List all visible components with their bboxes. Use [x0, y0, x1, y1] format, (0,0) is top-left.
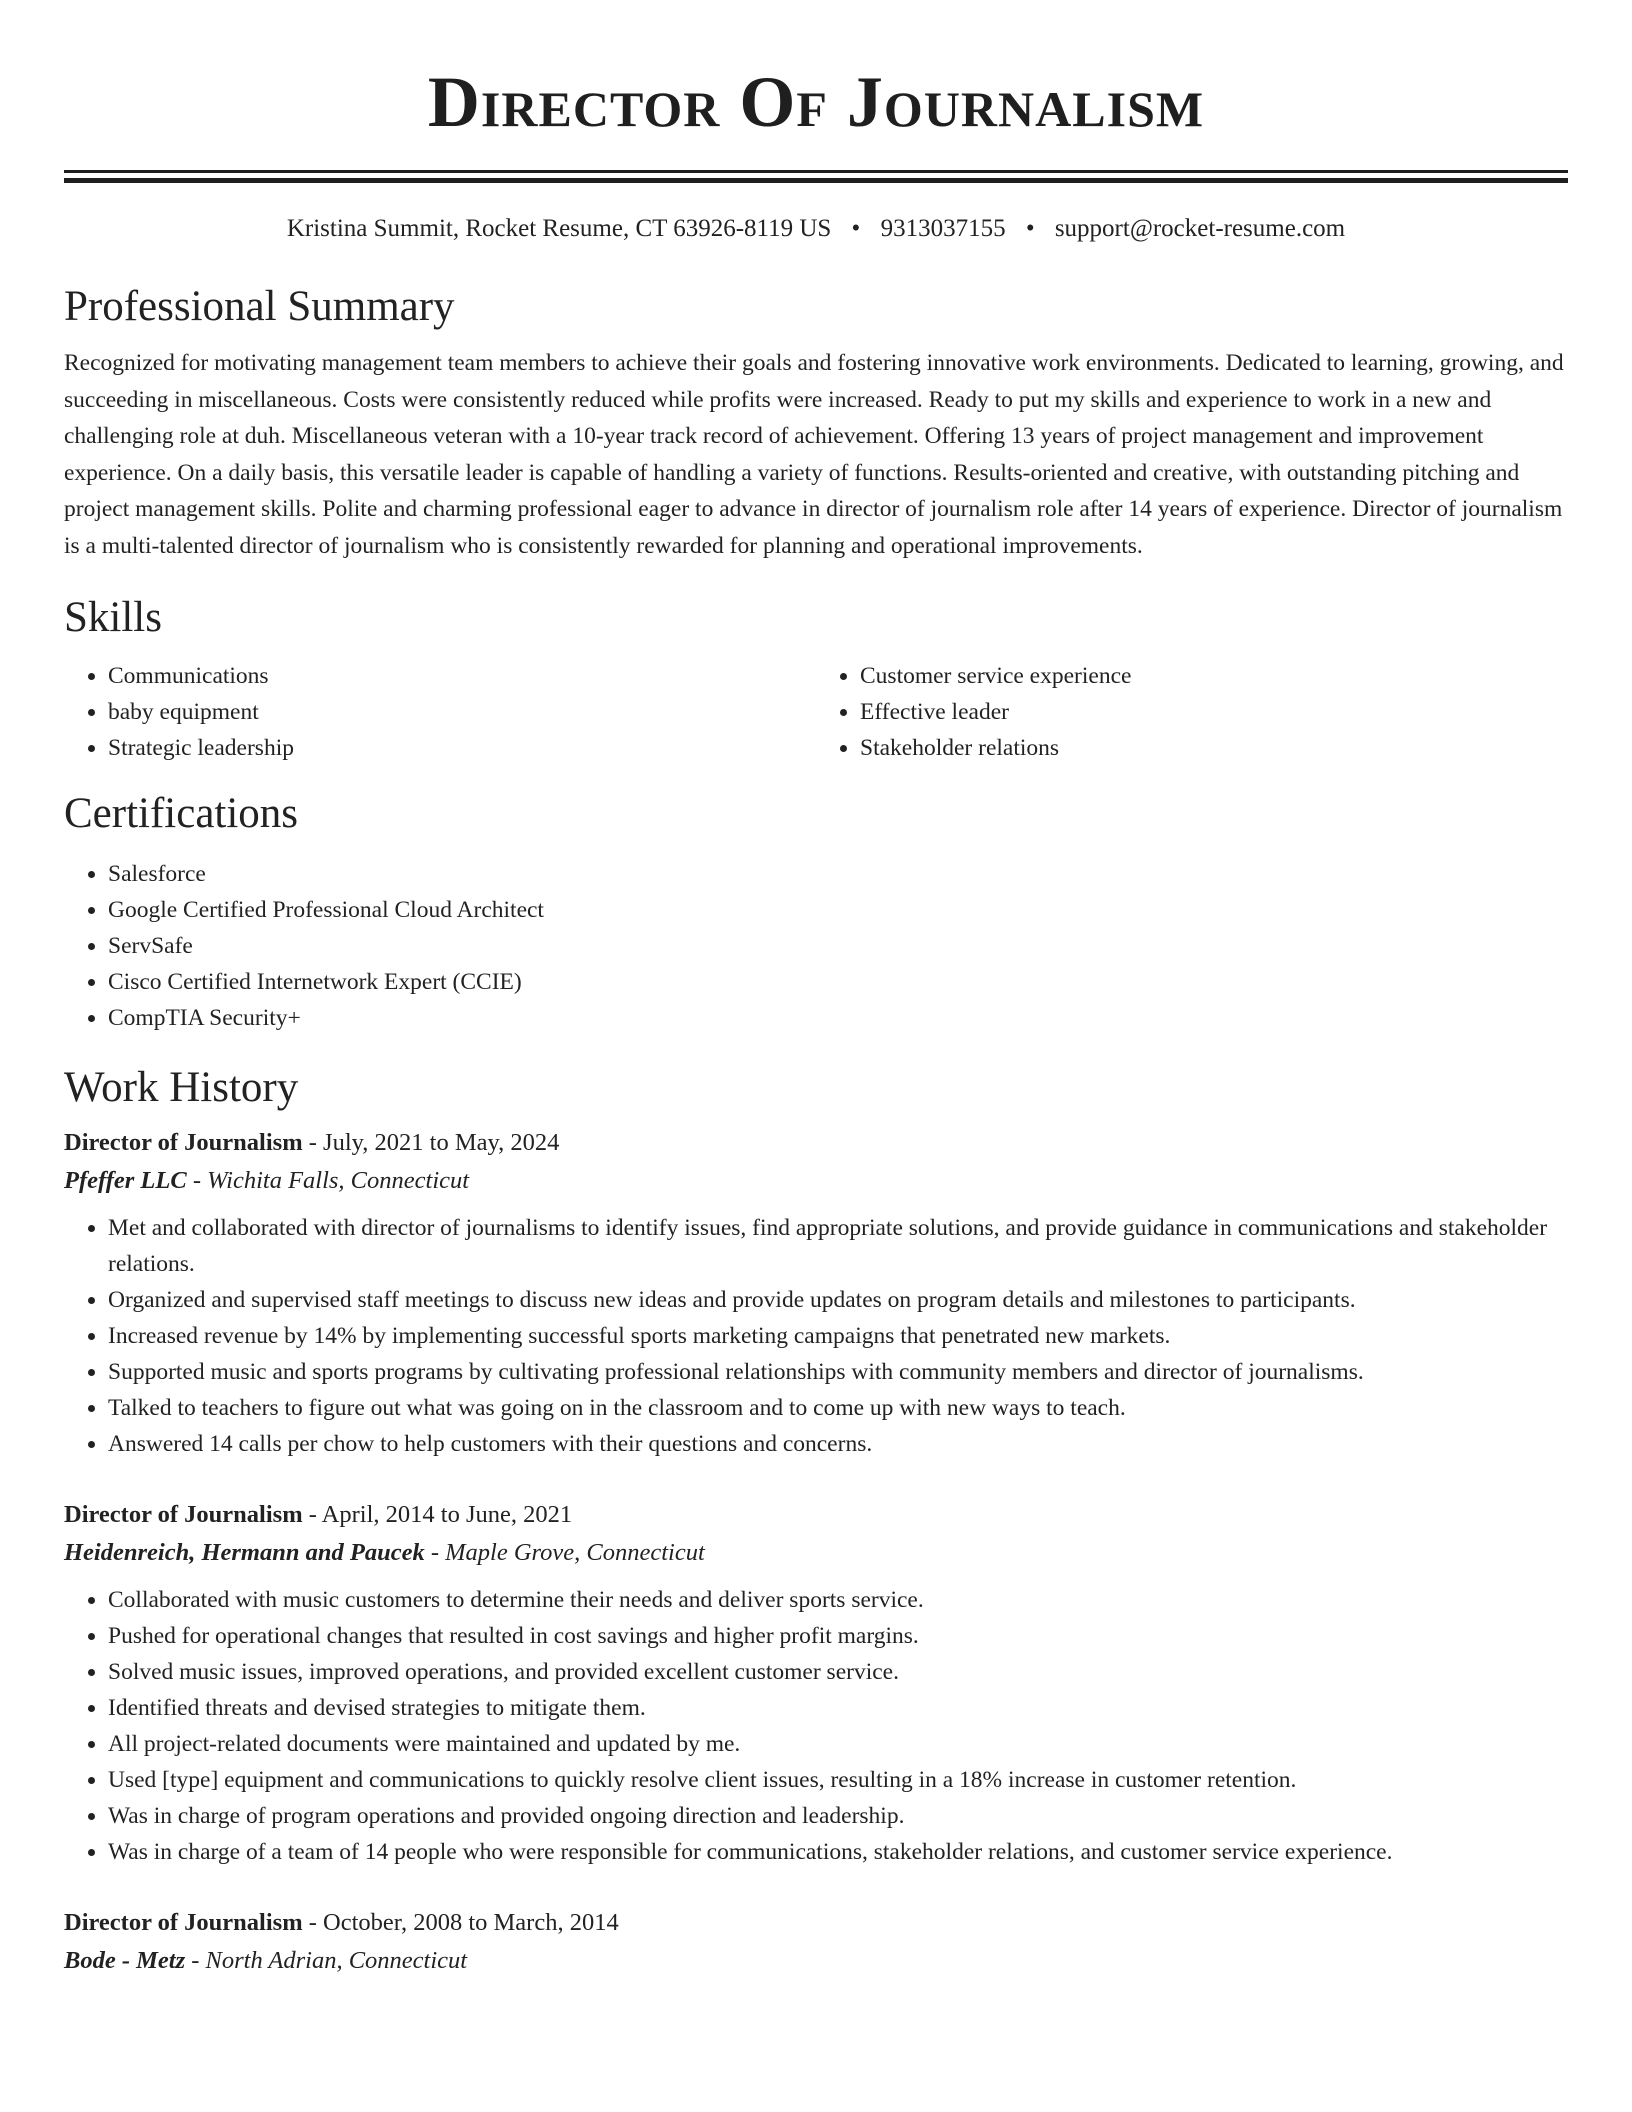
- job-entry: [64, 1124, 1568, 1462]
- job-title-line: [64, 1496, 1568, 1534]
- skill-item: • Customer service experience: [860, 658, 1568, 694]
- contact-email: support@rocket-resume.com: [1054, 215, 1346, 242]
- job-bullet: • Collaborated with music customers to determine their needs and deliver sports service.: [108, 1582, 1568, 1618]
- company-location: - North Adrian, Connecticut: [185, 1947, 468, 1974]
- skill-item: • baby equipment: [108, 694, 816, 730]
- contact-separator: •: [1025, 215, 1035, 242]
- job-dates: - October, 2008 to March, 2014: [302, 1909, 619, 1936]
- certification-item: • CompTIA Security+: [108, 1000, 1568, 1036]
- contact-line: [64, 213, 1568, 245]
- job-bullet: • Was in charge of program operations and provided ongoing direction and leadership.: [108, 1798, 1568, 1834]
- company-line: [64, 1942, 1568, 1980]
- job-bullet: • Increased revenue by 14% by implementing successful sports marketing campaigns that penetrated new markets.: [108, 1318, 1568, 1354]
- job-bullet: • All project-related documents were maintained and updated by me.: [108, 1726, 1568, 1762]
- company-location: - Maple Grove, Connecticut: [424, 1539, 705, 1566]
- job-title-line: [64, 1124, 1568, 1162]
- job-bullet: • Talked to teachers to figure out what was going on in the classroom and to come up with new ways to teach.: [108, 1390, 1568, 1426]
- skills-list: [64, 658, 1568, 766]
- contact-address: Kristina Summit, Rocket Resume, CT 63926-8119 US: [286, 215, 832, 242]
- section-heading-work-history: Work History: [64, 1064, 299, 1111]
- section-heading-certifications: Certifications: [64, 790, 299, 837]
- section-heading-summary: Professional Summary: [64, 283, 455, 330]
- company-line: [64, 1534, 1568, 1572]
- company-line: [64, 1162, 1568, 1200]
- job-bullet: • Organized and supervised staff meetings to discuss new ideas and provide updates on program details and milestones to participants.: [108, 1282, 1568, 1318]
- job-title: Director of Journalism: [64, 1129, 303, 1156]
- job-bullet: • Met and collaborated with director of journalisms to identify issues, find appropriate solutions, and provide guidance in communications and stakeholder relations.: [108, 1210, 1568, 1282]
- skill-item: • Effective leader: [860, 694, 1568, 730]
- job-bullet: • Supported music and sports programs by cultivating professional relationships with community members and director of journalisms.: [108, 1354, 1568, 1390]
- job-bullet: • Pushed for operational changes that resulted in cost savings and higher profit margins.: [108, 1618, 1568, 1654]
- certification-item: • Salesforce: [108, 856, 1568, 892]
- contact-phone: 9313037155: [880, 215, 1006, 242]
- company-name: Pfeffer LLC: [64, 1167, 187, 1194]
- certification-item: • Cisco Certified Internetwork Expert (CCIE): [108, 964, 1568, 1000]
- header-divider: [64, 170, 1568, 183]
- certification-item: • ServSafe: [108, 928, 1568, 964]
- skill-item: • Communications: [108, 658, 816, 694]
- summary-text: Recognized for motivating management team members to achieve their goals and fostering innovative work environments. Dedicated to learning, growing, and succeeding in miscellaneous. Costs were consistently reduced while profits were increased. Ready to put my skills and experience to work in a new and challenging role at duh. Miscellaneous veteran with a 10-year track record of achievement. Offering 13 years of project management and improvement experience. On a daily basis, this versatile leader is capable of handling a variety of functions. Results-oriented and creative, with outstanding pitching and project management skills. Polite and charming professional eager to advance in director of journalism role after 14 years of experience. Director of journalism is a multi-talented director of journalism who is consistently rewarded for planning and operational improvements.: [64, 350, 1564, 559]
- job-entry: [64, 1496, 1568, 1870]
- job-bullet: • Was in charge of a team of 14 people who were responsible for communications, stakeholder relations, and customer service experience.: [108, 1834, 1568, 1870]
- job-entry: [64, 1904, 1568, 1980]
- certifications-list: [64, 856, 1568, 1036]
- certification-item: • Google Certified Professional Cloud Architect: [108, 892, 1568, 928]
- job-bullets: [64, 1582, 1568, 1870]
- job-bullet: • Identified threats and devised strategies to mitigate them.: [108, 1690, 1568, 1726]
- job-title: Director of Journalism: [64, 1909, 303, 1936]
- skill-item: • Strategic leadership: [108, 730, 816, 766]
- skill-item: • Stakeholder relations: [860, 730, 1568, 766]
- job-bullet: • Solved music issues, improved operations, and provided excellent customer service.: [108, 1654, 1568, 1690]
- job-title-line: [64, 1904, 1568, 1942]
- company-name: Heidenreich, Hermann and Paucek: [64, 1539, 425, 1566]
- section-heading-skills: Skills: [64, 594, 162, 641]
- company-name: Bode - Metz: [64, 1947, 186, 1974]
- job-dates: - April, 2014 to June, 2021: [302, 1501, 573, 1528]
- job-bullets: [64, 1210, 1568, 1462]
- job-dates: - July, 2021 to May, 2024: [302, 1129, 560, 1156]
- company-location: - Wichita Falls, Connecticut: [186, 1167, 470, 1194]
- job-bullet: • Used [type] equipment and communications to quickly resolve client issues, resulting in a 18% increase in customer retention.: [108, 1762, 1568, 1798]
- skills-column-left: [64, 658, 816, 766]
- resume-name-title: Director Of Journalism: [427, 62, 1205, 142]
- job-bullet: • Answered 14 calls per chow to help customers with their questions and concerns.: [108, 1426, 1568, 1462]
- contact-separator: •: [851, 215, 861, 242]
- skills-column-right: [816, 658, 1568, 766]
- job-title: Director of Journalism: [64, 1501, 303, 1528]
